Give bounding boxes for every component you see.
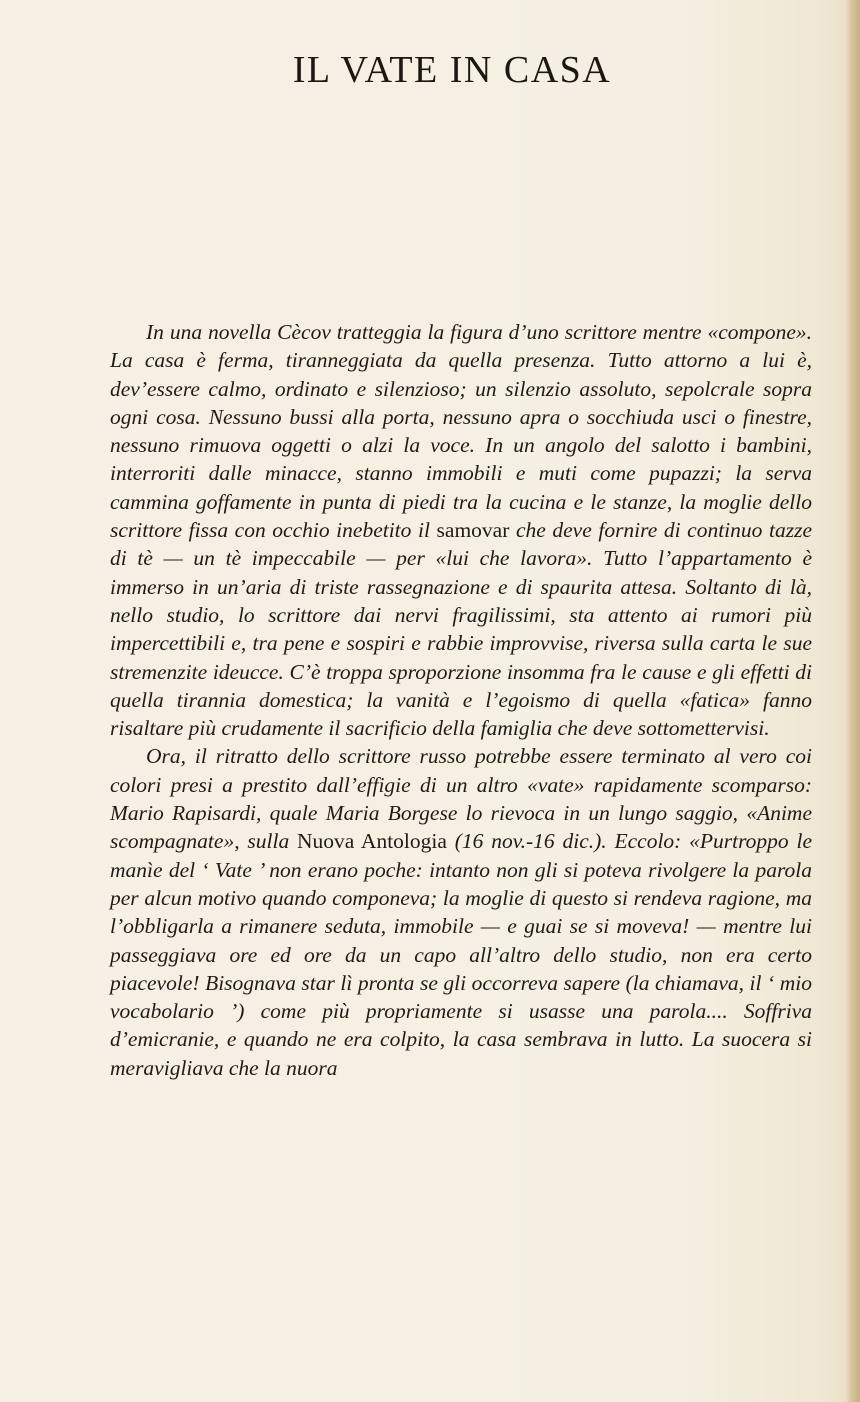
text-segment-roman: samovar [436,518,510,543]
page-edge [846,0,860,1402]
chapter-title: IL VATE IN CASA [292,49,612,91]
text-segment: che deve fornire di continuo tazze di tè — un tè impeccabile — per «lui che lavora». Tutto l’appartamento è immerso in un’aria di triste rassegnazione e di spaurita attesa. Soltanto di là, nello studio, lo scrittore dai nervi fragilissimi, sta attento ai rumori più impercettibili e, tra pene e sospiri e rabbie improvvise, riversa sulla carta le sue stremenzite ideucce. C’è troppa sproporzione insomma fra le cause e gli effetti di quella tirannia domestica; la vanità e l’egoismo di quella «fatica» fanno risaltare più crudamente il sacrificio della famiglia che deve sottomettervisi. [110,518,812,741]
paragraph-1 [110,318,812,742]
article-body [110,318,812,1082]
text-segment-roman: Nuova Antologia [297,829,447,854]
text-segment: Ora, il ritratto dello scrittore russo potrebbe essere terminato al vero coi colori presi a prestito dall’effigie di un altro «vate» rapidamente scomparso: Mario Rapisardi, quale Maria Borgese lo rievoca in un lungo saggio, «Anime scompagnate», sulla [110,744,812,854]
text-segment: In una novella Cècov tratteggia la figura d’uno scrittore mentre «compone». La casa è ferma, tiranneggiata da quella presenza. Tutto attorno a lui è, dev’essere calmo, ordinato e silenzioso; un silenzio assoluto, sepolcrale sopra ogni cosa. Nessuno bussi alla porta, nessuno apra o socchiuda usci o finestre, nessuno rimuova oggetti o alzi la voce. In un angolo del salotto i bambini, interroriti dalle minacce, stanno immobili e muti come pupazzi; la serva cammina goffamente in punta di piedi tra la cucina e le stanze, la moglie dello scrittore fissa con occhio inebetito il [110,320,812,543]
text-segment: (16 nov.-16 dic.). Eccolo: «Purtroppo le manìe del ‘ Vate ’ non erano poche: intanto non gli si poteva rivolgere la parola per alcun motivo quando componeva; la moglie di questo si rendeva ragione, ma l’obbligarla a rimanere seduta, immobile — e guai se si moveva! — mentre lui passeggiava ore ed ore da un capo all’altro dello studio, non era certo piacevole! Bisognava star lì pronta se gli occorreva sapere (la chiamava, il ‘ mio vocabolario ’) come più propriamente si usasse una parola.... Soffriva d’emicranie, e quando ne era colpito, la casa sembrava in lutto. La suocera si meravigliava che la nuora [110,829,812,1080]
paragraph-2 [110,742,812,1082]
